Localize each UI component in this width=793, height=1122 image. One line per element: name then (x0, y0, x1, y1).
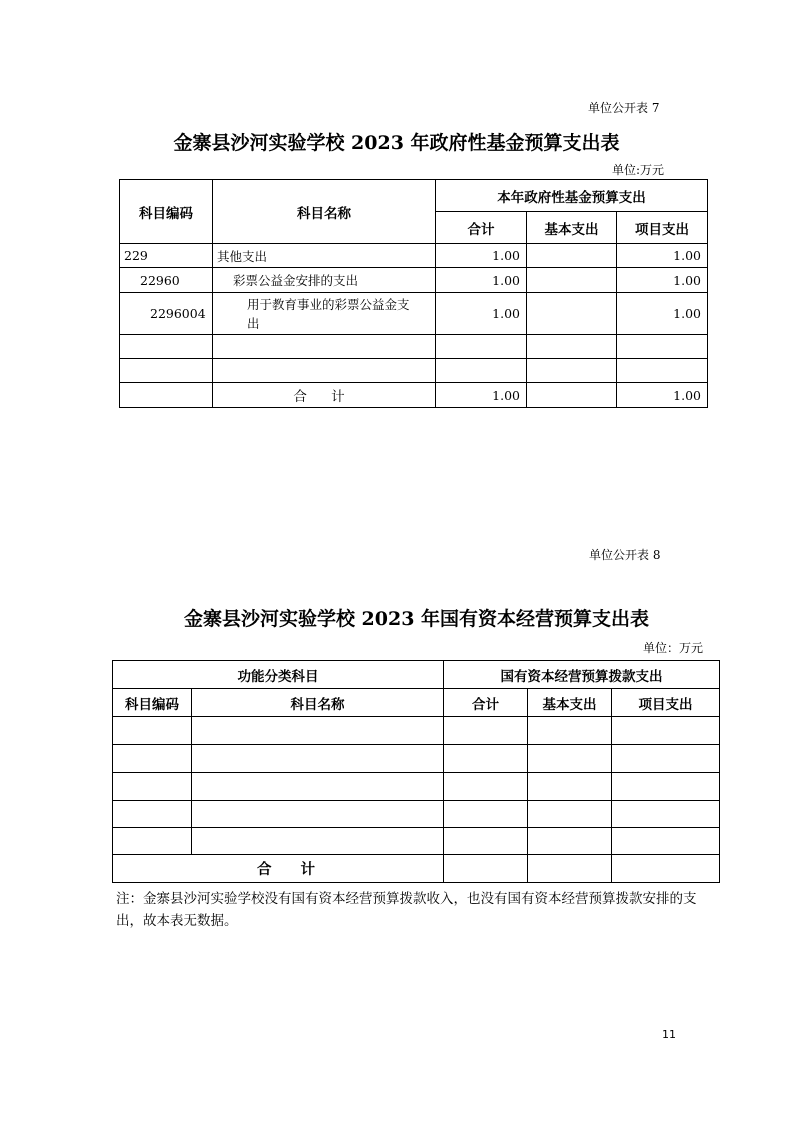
form-tag-7: 单位公开表 7 (588, 101, 660, 115)
empty-row (120, 335, 708, 359)
header-basic: 基本支出 (528, 689, 612, 717)
row-total: 1.00 (436, 293, 527, 335)
empty-row (120, 359, 708, 383)
empty-row (113, 717, 720, 745)
row-basic (527, 244, 617, 268)
table-row (120, 268, 708, 293)
total-row (113, 855, 720, 883)
row-total: 1.00 (436, 244, 527, 268)
row-code: 2296004 (120, 293, 213, 335)
row-name: 其他支出 (213, 244, 436, 268)
total-row (120, 383, 708, 408)
row-basic (527, 268, 617, 293)
empty-row (113, 801, 720, 828)
total-label: 合 计 (113, 855, 444, 883)
total-label: 合 计 (213, 383, 436, 408)
header-basic: 基本支出 (527, 212, 617, 244)
row-name: 用于教育事业的彩票公益金支出 (213, 293, 436, 335)
page-number: 11 (662, 1028, 676, 1041)
row-name: 彩票公益金安排的支出 (213, 268, 436, 293)
header-total: 合计 (444, 689, 528, 717)
header-project: 项目支出 (617, 212, 708, 244)
row-code: 229 (120, 244, 213, 268)
table8-unit: 单位：万元 (643, 641, 704, 655)
empty-row (113, 828, 720, 855)
header-group: 本年政府性基金预算支出 (436, 180, 708, 212)
header-category: 功能分类科目 (113, 661, 444, 689)
table8-note: 注：金寨县沙河实验学校没有国有资本经营预算拨款收入，也没有国有资本经营预算拨款安排的支出，故本表无数据。 (116, 891, 697, 929)
table8-title: 金寨县沙河实验学校 2023 年国有资本经营预算支出表 (183, 608, 650, 630)
total-project: 1.00 (617, 383, 708, 408)
table-row (120, 244, 708, 268)
row-project: 1.00 (617, 244, 708, 268)
row-code: 22960 (120, 268, 213, 293)
gov-fund-expenditure-table (119, 179, 708, 408)
table7-unit: 单位:万元 (612, 163, 665, 177)
header-code: 科目编码 (113, 689, 192, 717)
total-basic (527, 383, 617, 408)
header-name: 科目名称 (213, 180, 436, 244)
header-group: 国有资本经营预算拨款支出 (444, 661, 720, 689)
table-row (120, 293, 708, 335)
header-name: 科目名称 (192, 689, 444, 717)
form-tag-8: 单位公开表 8 (589, 548, 661, 562)
state-capital-expenditure-table (112, 660, 720, 883)
row-basic (527, 293, 617, 335)
table7-title: 金寨县沙河实验学校 2023 年政府性基金预算支出表 (173, 132, 620, 154)
header-project: 项目支出 (612, 689, 720, 717)
header-code: 科目编码 (120, 180, 213, 244)
empty-row (113, 745, 720, 773)
empty-row (113, 773, 720, 801)
row-project: 1.00 (617, 293, 708, 335)
header-total: 合计 (436, 212, 527, 244)
row-project: 1.00 (617, 268, 708, 293)
row-total: 1.00 (436, 268, 527, 293)
total-value: 1.00 (436, 383, 527, 408)
